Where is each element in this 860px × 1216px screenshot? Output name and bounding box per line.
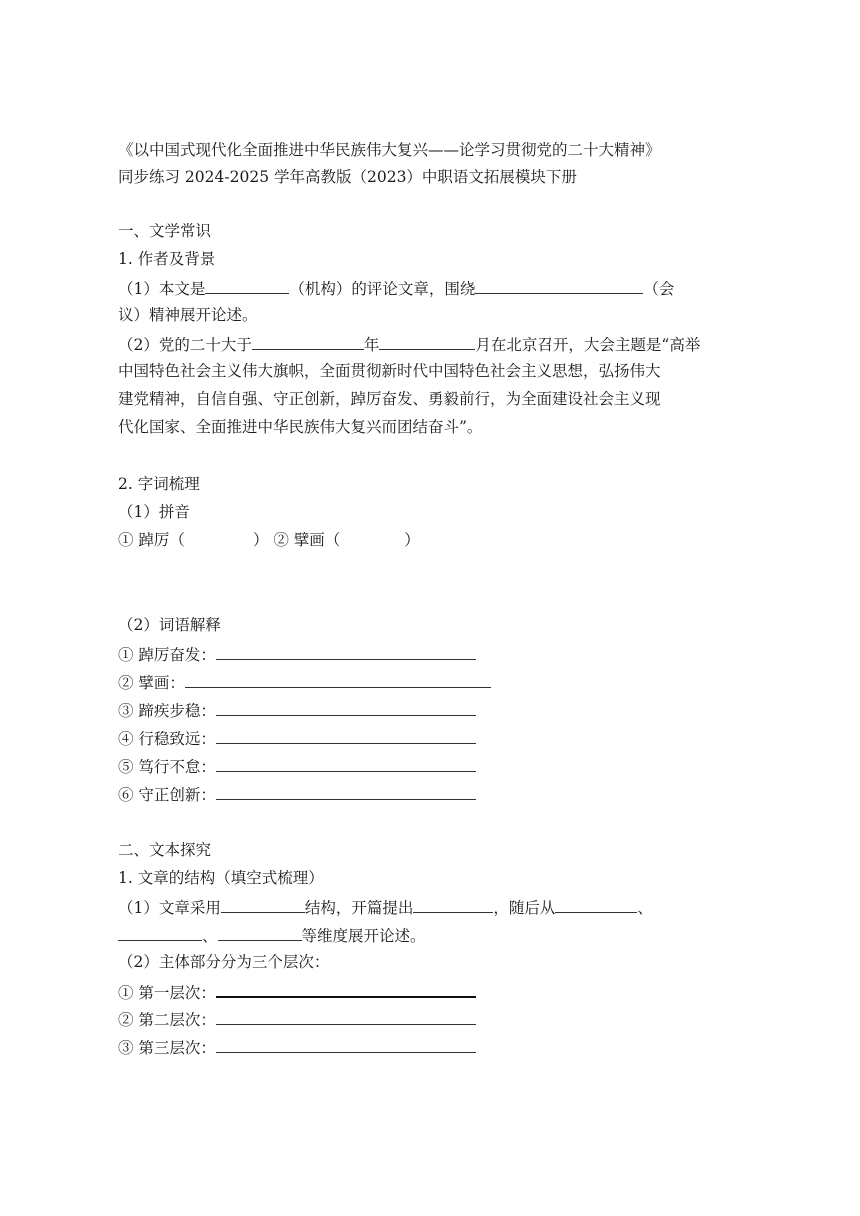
term-item: ① 踔厉奋发： bbox=[118, 643, 476, 665]
term-item: ④ 行稳致远： bbox=[118, 727, 476, 749]
blank-term-answer[interactable] bbox=[216, 699, 476, 716]
question-2-line-3: 建党精神，自信自强、守正创新，踔厉奋发、勇毅前行，为全面建设社会主义现 bbox=[118, 390, 661, 408]
term-item: ③ 蹄疾步稳： bbox=[118, 699, 476, 721]
question-1-line-1: （1）本文是 （机构）的评论文章，围绕 （会 bbox=[118, 277, 674, 299]
structure-question-line-1: （1）文章采用 结构，开篇提出 ，随后从 、 bbox=[118, 896, 653, 918]
blank-term-answer[interactable] bbox=[185, 671, 491, 688]
blank-year[interactable] bbox=[252, 333, 364, 350]
structure-question-line-2: 、 等维度展开论述。 bbox=[118, 924, 426, 946]
question-2-line-1: （2）党的二十大于 年 月在北京召开，大会主题是“高举 bbox=[118, 333, 700, 355]
blank-institution[interactable] bbox=[205, 277, 289, 294]
section-heading-literary-knowledge: 一、文学常识 bbox=[118, 222, 212, 240]
subsection-heading-author-background: 1. 作者及背景 bbox=[118, 250, 216, 268]
section-heading-text-exploration: 二、文本探究 bbox=[118, 841, 212, 859]
pinyin-label: （1）拼音 bbox=[118, 503, 190, 521]
term-item: ⑥ 守正创新： bbox=[118, 783, 476, 805]
blank-meeting[interactable] bbox=[475, 277, 643, 294]
subsection-heading-structure: 1. 文章的结构（填空式梳理） bbox=[118, 869, 324, 887]
blank-structure-type[interactable] bbox=[221, 896, 305, 913]
layer-item: ③ 第三层次： bbox=[118, 1036, 476, 1058]
layers-label: （2）主体部分分为三个层次： bbox=[118, 953, 330, 971]
blank-term-answer[interactable] bbox=[216, 783, 476, 800]
subsection-heading-vocabulary: 2. 字词梳理 bbox=[118, 475, 200, 493]
blank-layer-answer[interactable] bbox=[216, 980, 476, 998]
blank-dimension-3[interactable] bbox=[218, 924, 302, 941]
layer-item: ① 第一层次： bbox=[118, 980, 476, 1003]
blank-term-answer[interactable] bbox=[216, 727, 476, 744]
document-title-line-1: 《以中国式现代化全面推进中华民族伟大复兴——论学习贯彻党的二十大精神》 bbox=[118, 141, 661, 159]
blank-dimension-2[interactable] bbox=[118, 924, 202, 941]
blank-layer-answer[interactable] bbox=[216, 1008, 476, 1025]
layer-item: ② 第二层次： bbox=[118, 1008, 476, 1030]
blank-month[interactable] bbox=[379, 333, 475, 350]
question-2-line-4: 代化国家、全面推进中华民族伟大复兴而团结奋斗”。 bbox=[118, 418, 483, 436]
blank-term-answer[interactable] bbox=[216, 755, 476, 772]
term-item: ② 擘画： bbox=[118, 671, 491, 693]
blank-dimension-1[interactable] bbox=[555, 896, 637, 913]
document-title-line-2: 同步练习 2024-2025 学年高教版（2023）中职语文拓展模块下册 bbox=[118, 168, 577, 186]
question-1-line-2: 议）精神展开论述。 bbox=[118, 306, 258, 324]
blank-term-answer[interactable] bbox=[216, 643, 476, 660]
pinyin-questions: ① 踔厉（ ） ② 擘画（ ） bbox=[118, 531, 420, 549]
term-item: ⑤ 笃行不怠： bbox=[118, 755, 476, 777]
terms-label: （2）词语解释 bbox=[118, 616, 221, 634]
blank-layer-answer[interactable] bbox=[216, 1036, 476, 1053]
blank-opening-point[interactable] bbox=[413, 896, 493, 913]
question-2-line-2: 中国特色社会主义伟大旗帜，全面贯彻新时代中国特色社会主义思想，弘扬伟大 bbox=[118, 362, 661, 380]
